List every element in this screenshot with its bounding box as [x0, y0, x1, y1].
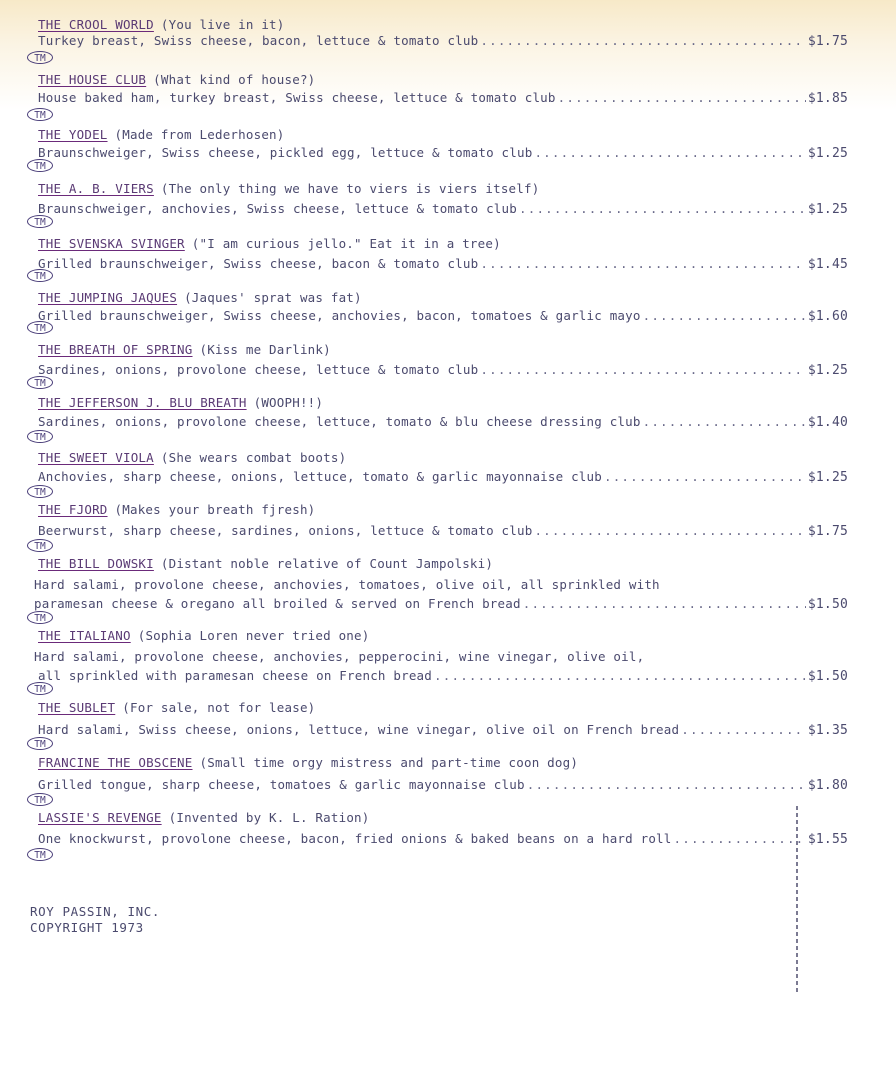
dot-leader — [558, 90, 806, 105]
item-price: $1.80 — [807, 778, 848, 793]
trademark-mark: TM — [27, 159, 53, 172]
item-price: $1.50 — [807, 669, 848, 684]
item-description: Grilled tongue, sharp cheese, tomatoes & garlic mayonnaise club — [38, 777, 525, 792]
item-tagline: (Invented by K. L. Ration) — [168, 810, 370, 825]
menu-item — [0, 17, 896, 71]
dot-leader — [534, 523, 805, 538]
item-title: THE JUMPING JAQUES — [38, 290, 178, 305]
item-description: One knockwurst, provolone cheese, bacon, fried onions & baked beans on a hard roll — [38, 831, 672, 846]
item-title: LASSIE'S REVENGE — [38, 810, 162, 825]
item-tagline: (You live in it) — [160, 17, 285, 32]
dot-leader — [434, 668, 806, 683]
footer-company: ROY PASSIN, INC. — [30, 904, 161, 919]
item-title: THE BILL DOWSKI — [38, 556, 154, 571]
trademark-mark: TM — [27, 215, 53, 228]
menu-item — [0, 810, 896, 864]
trademark-mark: TM — [27, 108, 53, 121]
dot-leader — [519, 201, 806, 216]
item-description: Sardines, onions, provolone cheese, lettuce, tomato & blu cheese dressing club — [38, 414, 641, 429]
item-description: Hard salami, Swiss cheese, onions, lettuce, wine vinegar, olive oil on French bread — [38, 722, 680, 737]
dot-leader — [480, 362, 805, 377]
item-price: $1.25 — [807, 146, 848, 161]
item-description: Hard salami, provolone cheese, anchovies, tomatoes, olive oil, all sprinkled with — [34, 577, 660, 592]
item-title: THE HOUSE CLUB — [38, 72, 147, 87]
dot-leader — [643, 308, 806, 323]
item-price: $1.40 — [807, 415, 848, 430]
menu-item — [0, 236, 896, 290]
item-description: Grilled braunschweiger, Swiss cheese, anchovies, bacon, tomatoes & garlic mayo — [38, 308, 641, 323]
item-title: THE SUBLET — [38, 700, 116, 715]
item-tagline: (What kind of house?) — [153, 72, 316, 87]
item-price: $1.25 — [807, 202, 848, 217]
item-description: paramesan cheese & oregano all broiled & served on French bread — [34, 596, 521, 611]
item-price: $1.60 — [807, 309, 848, 324]
item-price: $1.75 — [807, 524, 848, 539]
item-description: Braunschweiger, anchovies, Swiss cheese, lettuce & tomato club — [38, 201, 517, 216]
menu-item — [0, 450, 896, 504]
item-price: $1.35 — [807, 723, 848, 738]
dot-leader — [523, 596, 806, 611]
item-price: $1.55 — [807, 832, 848, 847]
footer-copyright: COPYRIGHT 1973 — [30, 920, 144, 935]
item-title: THE ITALIANO — [38, 628, 131, 643]
menu-item — [0, 342, 896, 396]
trademark-mark: TM — [27, 539, 53, 552]
menu-item — [0, 755, 896, 809]
menu-item — [0, 290, 896, 344]
menu-item — [0, 700, 896, 754]
menu-item — [0, 127, 896, 181]
item-description: Sardines, onions, provolone cheese, lettuce & tomato club — [38, 362, 479, 377]
dot-leader — [681, 722, 806, 737]
item-tagline: ("I am curious jello." Eat it in a tree) — [191, 236, 501, 251]
dot-leader — [674, 831, 806, 846]
item-tagline: (Jaques' sprat was fat) — [184, 290, 362, 305]
trademark-mark: TM — [27, 430, 53, 443]
item-title: THE BREATH OF SPRING — [38, 342, 193, 357]
item-title: THE YODEL — [38, 127, 108, 142]
item-tagline: (Makes your breath fjresh) — [114, 502, 316, 517]
trademark-mark: TM — [27, 321, 53, 334]
item-tagline: (Small time orgy mistress and part-time coon dog) — [199, 755, 579, 770]
item-title: THE JEFFERSON J. BLU BREATH — [38, 395, 247, 410]
item-description: Beerwurst, sharp cheese, sardines, onions, lettuce & tomato club — [38, 523, 533, 538]
trademark-mark: TM — [27, 682, 53, 695]
item-title: THE SWEET VIOLA — [38, 450, 154, 465]
item-title: THE CROOL WORLD — [38, 17, 154, 32]
dot-leader — [604, 469, 806, 484]
item-tagline: (Distant noble relative of Count Jampolski) — [160, 556, 494, 571]
menu-item — [0, 181, 896, 235]
item-price: $1.25 — [807, 470, 848, 485]
trademark-mark: TM — [27, 376, 53, 389]
item-tagline: (Sophia Loren never tried one) — [137, 628, 370, 643]
dot-leader — [527, 777, 806, 792]
item-description: Turkey breast, Swiss cheese, bacon, lettuce & tomato club — [38, 33, 479, 48]
dot-leader — [480, 33, 805, 48]
item-tagline: (For sale, not for lease) — [122, 700, 316, 715]
item-title: FRANCINE THE OBSCENE — [38, 755, 193, 770]
item-description: Hard salami, provolone cheese, anchovies, pepperocini, wine vinegar, olive oil, — [34, 649, 645, 664]
trademark-mark: TM — [27, 793, 53, 806]
trademark-mark: TM — [27, 51, 53, 64]
menu-item — [0, 502, 896, 556]
menu-item — [0, 395, 896, 449]
trademark-mark: TM — [27, 269, 53, 282]
staple-mark-line — [796, 806, 798, 994]
menu-item — [0, 556, 896, 626]
item-tagline: (The only thing we have to viers is viers itself) — [160, 181, 540, 196]
item-tagline: (WOOPH!!) — [253, 395, 324, 410]
item-price: $1.85 — [807, 91, 848, 106]
item-description: House baked ham, turkey breast, Swiss cheese, lettuce & tomato club — [38, 90, 556, 105]
item-title: THE SVENSKA SVINGER — [38, 236, 185, 251]
item-description: Grilled braunschweiger, Swiss cheese, bacon & tomato club — [38, 256, 479, 271]
trademark-mark: TM — [27, 485, 53, 498]
item-description: Braunschweiger, Swiss cheese, pickled egg, lettuce & tomato club — [38, 145, 533, 160]
trademark-mark: TM — [27, 611, 53, 624]
item-price: $1.45 — [807, 257, 848, 272]
item-description: all sprinkled with paramesan cheese on French bread — [38, 668, 433, 683]
trademark-mark: TM — [27, 848, 53, 861]
item-tagline: (She wears combat boots) — [160, 450, 347, 465]
dot-leader — [643, 414, 806, 429]
menu-item — [0, 628, 896, 698]
item-price: $1.75 — [807, 34, 848, 49]
item-title: THE A. B. VIERS — [38, 181, 154, 196]
item-price: $1.25 — [807, 363, 848, 378]
item-description: Anchovies, sharp cheese, onions, lettuce, tomato & garlic mayonnaise club — [38, 469, 602, 484]
item-tagline: (Made from Lederhosen) — [114, 127, 285, 142]
item-price: $1.50 — [807, 597, 848, 612]
item-tagline: (Kiss me Darlink) — [199, 342, 331, 357]
trademark-mark: TM — [27, 737, 53, 750]
menu-item — [0, 72, 896, 126]
dot-leader — [534, 145, 805, 160]
item-title: THE FJORD — [38, 502, 108, 517]
dot-leader — [480, 256, 805, 271]
